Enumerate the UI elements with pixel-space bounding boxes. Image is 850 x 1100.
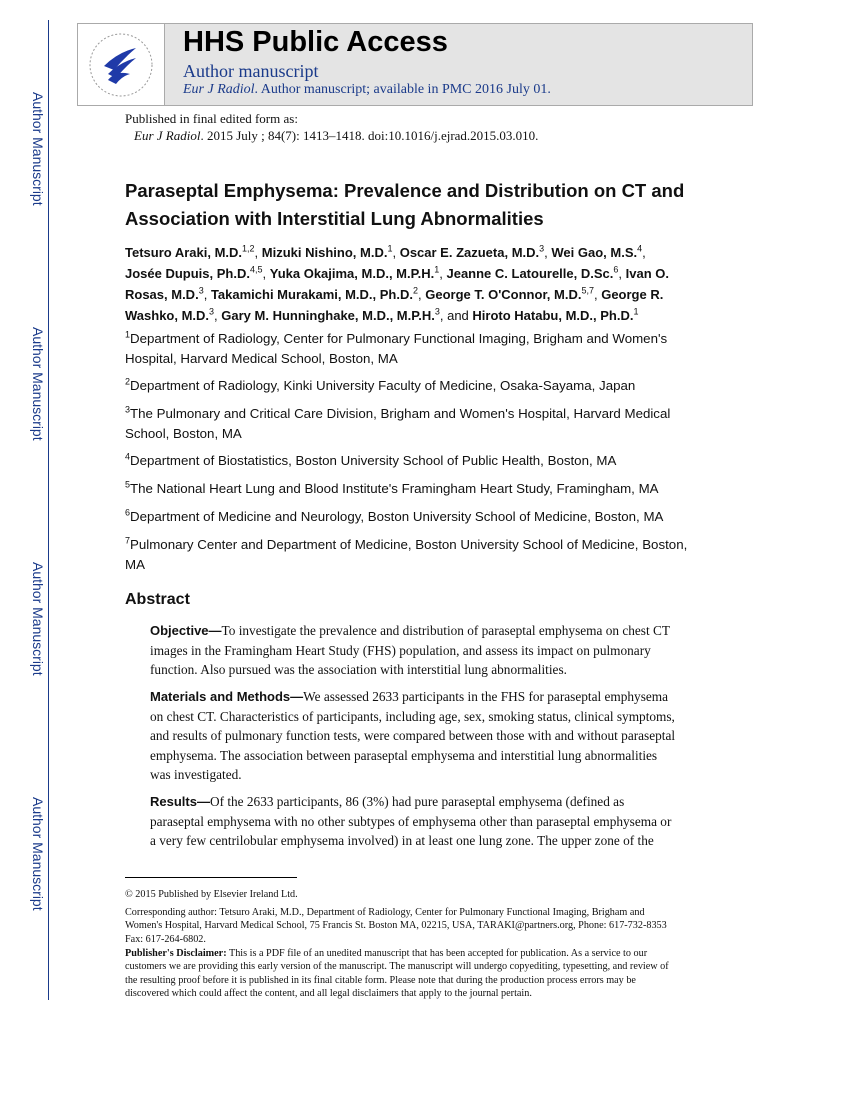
paragraph-text: and results of pulmonary function tests, were compared between those with and without paraseptal [150,728,676,743]
footnote-line: This is a PDF file of an unedited manuscript that has been accepted for publication. As a service to our [228,948,648,959]
paragraph-text: function. Also pursued was the association with interstitial lung abnormalities. [150,662,567,677]
footnote-line: the resulting proof before it is published in its final citable form. Please note that during the production process errors may be [125,974,636,986]
hhs-title: HHS Public Access [183,26,448,58]
abstract-paragraph [150,687,675,785]
separator: , [418,287,426,302]
author-name: Jeanne C. Latourelle, D.Sc. [446,266,614,281]
affiliation [125,404,670,444]
author-line [125,242,669,263]
affiliation-line [125,535,687,555]
paragraph-text: images in the Framingham Heart Study (FHS) population, and assess its impact on pulmonary [150,642,651,658]
hhs-subtitle: Author manuscript [183,61,319,81]
affiliation-number: 5 [125,479,131,490]
footnote-line: Fax: 617-264-6802. [125,933,206,945]
separator: , [254,245,262,260]
footnote-line: discovered which could affect the content, and all legal disclaimers that apply to the journal pertain. [125,987,532,999]
corresponding-author [125,906,667,946]
affiliation-marker: 3 [198,285,204,296]
affiliation-text: Department of Biostatistics, Boston University School of Public Health, Boston, MA [130,453,617,468]
paragraph-line [150,831,671,851]
affiliation-marker: 3 [209,306,215,317]
paragraph-text: a very few centrilobular emphysema involved) in at least one lung zone. The upper zone of the [150,833,654,848]
affiliation-line [125,479,659,499]
affiliation-marker: 1 [434,264,440,275]
abstract-paragraph [150,792,671,851]
affiliation-marker: 1,2 [242,243,255,254]
citation [134,128,538,144]
affiliation-marker: 2 [412,285,418,296]
affiliation [125,535,687,575]
section-label: Results— [150,794,210,809]
affiliation-text: Pulmonary Center and Department of Medicine, Boston University School of Medicine, Boston, [130,537,688,552]
separator: , [392,245,400,260]
paragraph-line [150,812,671,832]
separator: , [262,266,270,281]
paragraph-text: emphysema. The association between paraseptal emphysema and interstitial lung abnormalities [150,747,658,763]
author-name: Gary M. Hunninghake, M.D., M.P.H. [221,308,435,323]
hhs-eagle-logo-icon [86,30,156,100]
author-list [125,242,669,326]
side-label: Author Manuscript [30,797,46,911]
paragraph-line [150,746,675,766]
paragraph-text: Of the 2633 participants, 86 (3%) had pure paraseptal emphysema (defined as [209,794,625,809]
affiliation-text: The National Heart Lung and Blood Institute's Framingham Heart Study, Framingham, MA [130,481,659,496]
affiliation-line [125,555,687,575]
author-line [125,263,669,284]
affiliation-marker: 1 [387,243,393,254]
disclaimer-label: Publisher's Disclaimer: [125,948,227,959]
availability-line [183,82,551,98]
affiliation-line [125,451,616,471]
affiliation-marker: 4 [637,243,643,254]
footnote-line: Women's Hospital, Harvard Medical School, 75 Francis St. Boston MA, 02215, USA, TARAKI@partners.org, Phone: 617-732-8353 [125,920,667,932]
published-label: Published in final edited form as: [125,111,298,126]
paragraph-line [150,792,671,812]
author-name: Tetsuro Araki, M.D. [125,245,243,260]
author-name: George R. [601,287,664,302]
paragraph-line [150,726,675,746]
author-name: Ivan O. [625,266,669,281]
footnote-line: customers we are providing this early version of the manuscript. The manuscript will undergo copyediting, typesetting, and review of [125,961,669,973]
affiliation-marker: 5,7 [581,285,594,296]
affiliation-line [125,329,667,349]
separator: , [439,266,447,281]
affiliation-text: Department of Radiology, Center for Pulmonary Functional Imaging, Brigham and Women's [130,331,668,346]
affiliation-text: Department of Medicine and Neurology, Boston University School of Medicine, Boston, MA [130,509,664,524]
paragraph-line [150,621,670,641]
paragraph-text: We assessed 2633 participants in the FHS for paraseptal emphysema [303,689,669,704]
abstract-paragraph [150,621,670,680]
affiliation [125,329,667,369]
affiliation-number: 6 [125,507,131,518]
author-name: George T. O'Connor, M.D. [425,287,582,302]
author-name: Wei Gao, M.S. [551,245,638,260]
abstract-heading: Abstract [125,591,190,608]
author-name: Josée Dupuis, Ph.D. [125,266,250,281]
copyright: © 2015 Published by Elsevier Ireland Ltd. [125,889,298,900]
affiliation [125,451,616,471]
paragraph-line [150,660,670,680]
side-label: Author Manuscript [30,327,46,441]
affiliation-number: 1 [125,329,131,340]
affiliation-number: 2 [125,376,131,387]
affiliation [125,479,659,499]
paragraph-line [150,765,675,785]
affiliation-number: 4 [125,451,131,462]
footnote-rule [125,877,297,878]
title-line: Paraseptal Emphysema: Prevalence and Distribution on CT and [125,180,685,201]
affiliation [125,507,663,527]
paragraph-line [150,707,675,727]
footnote-line: Corresponding author: Tetsuro Araki, M.D., Department of Radiology, Center for Pulmonary Functional Imaging, Brigham and [125,907,645,918]
affiliation-marker: 1 [633,306,639,317]
affiliation-line [125,404,670,424]
title-line: Association with Interstitial Lung Abnormalities [125,208,544,229]
affiliation-text: The Pulmonary and Critical Care Division, Brigham and Women's Hospital, Harvard Medical [130,406,671,421]
separator: , and [439,308,473,323]
author-name: Takamichi Murakami, M.D., Ph.D. [210,287,413,302]
separator: , [593,287,602,302]
side-label: Author Manuscript [30,92,46,206]
paragraph-text: was investigated. [150,767,242,782]
author-name: Oscar E. Zazueta, M.D. [399,245,540,260]
citation-text: . 2015 July ; 84(7): 1413–1418. doi:10.1016/j.ejrad.2015.03.010. [200,128,539,143]
affiliation-marker: 3 [539,243,545,254]
paragraph-text: on chest CT. Characteristics of participants, including age, sex, smoking status, clinical symptoms, [150,708,675,724]
affiliation-line [125,424,670,444]
affiliation-number: 3 [125,404,131,415]
availability-text: . Author manuscript; available in PMC 2016 July 01. [254,82,551,97]
affiliation-marker: 4,5 [249,264,263,275]
affiliation-line [125,376,635,396]
separator: , [203,287,211,302]
paragraph-line [150,687,675,707]
author-name: Mizuki Nishino, M.D. [261,245,388,260]
affiliation-text: Hospital, Harvard Medical School, Boston, MA [125,351,398,366]
paragraph-text: To investigate the prevalence and distribution of paraseptal emphysema on chest CT [221,623,670,638]
section-label: Objective— [150,623,222,638]
author-name: Yuka Okajima, M.D., M.P.H. [269,266,435,281]
author-name: Washko, M.D. [125,308,210,323]
author-name: Rosas, M.D. [125,287,199,302]
separator: , [214,308,222,323]
publisher-disclaimer [125,947,669,1000]
affiliation-marker: 6 [613,264,619,275]
affiliation-number: 7 [125,535,131,546]
affiliation-marker: 3 [434,306,440,317]
affiliation-line [125,507,663,527]
author-line [125,284,669,305]
author-line [125,305,669,326]
affiliation-line [125,349,667,369]
separator: , [544,245,552,260]
article-title [125,177,745,233]
margin-rule [48,20,49,1000]
affiliation-text: School, Boston, MA [125,426,242,441]
affiliation [125,376,635,396]
separator: , [642,245,646,260]
section-label: Materials and Methods— [150,689,304,704]
paragraph-line [150,641,670,661]
journal-name: Eur J Radiol [183,82,255,97]
hhs-header [77,23,753,106]
journal-name: Eur J Radiol [134,128,201,143]
author-name: Hiroto Hatabu, M.D., Ph.D. [472,308,634,323]
side-label: Author Manuscript [30,562,46,676]
paragraph-text: paraseptal emphysema with no other subtypes of emphysema other than paraseptal emphysema or [150,813,672,829]
affiliation-text: MA [125,557,145,572]
affiliation-text: Department of Radiology, Kinki University Faculty of Medicine, Osaka-Sayama, Japan [130,378,636,393]
separator: , [618,266,626,281]
